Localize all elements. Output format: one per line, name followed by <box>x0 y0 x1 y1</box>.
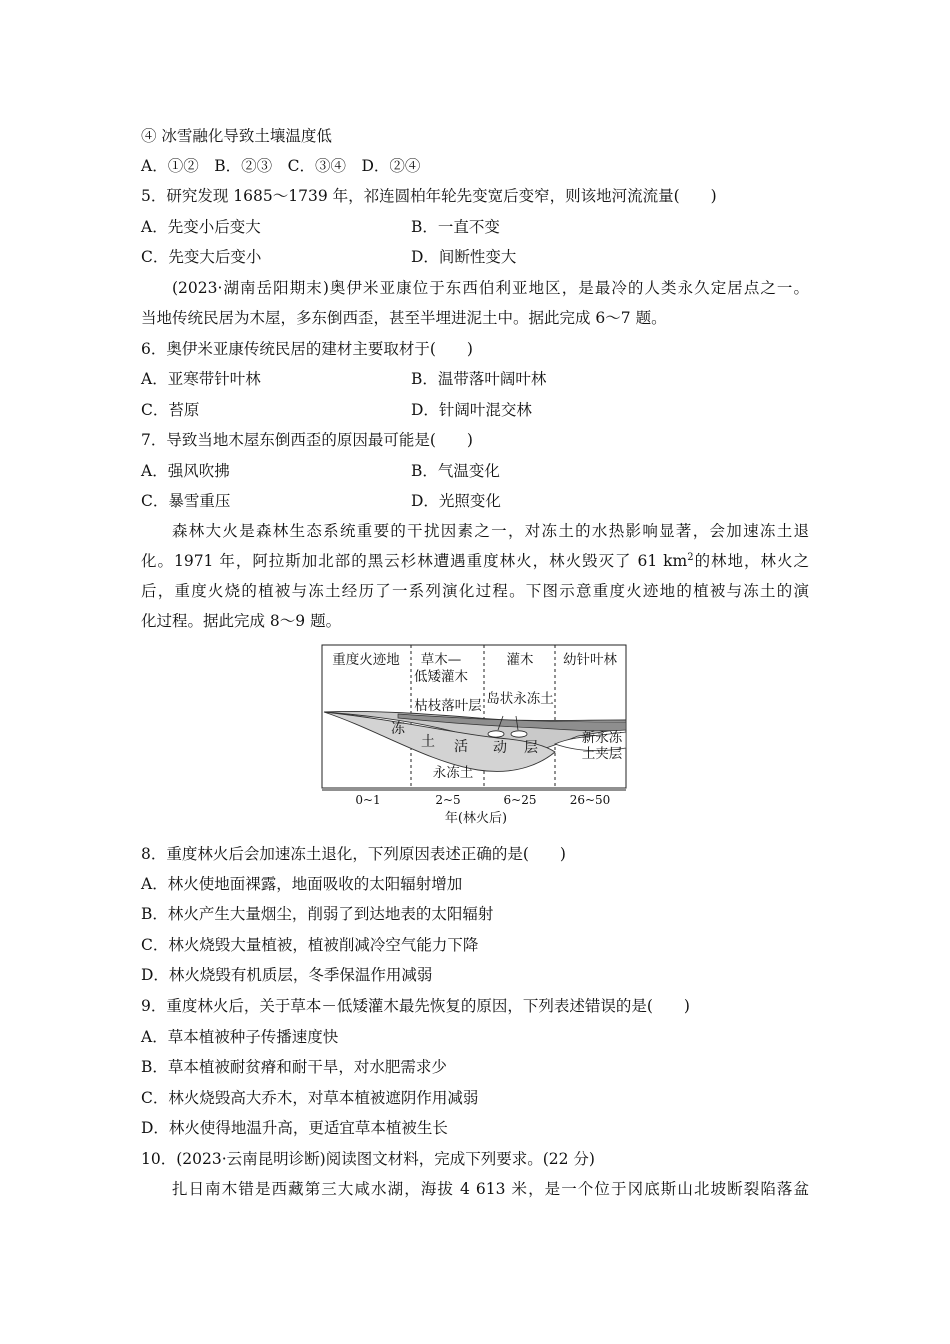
q8-option-d: D．林火烧毁有机质层，冬季保温作用减弱 <box>141 966 433 984</box>
q10-text: 扎日南木错是西藏第三大咸水湖，海拔 4 613 米，是一个位于冈底斯山北坡断裂陷落盆 <box>172 1180 809 1198</box>
stage-label-2a: 草木— <box>420 652 462 668</box>
q6-option-a: A．亚寒带针叶林 <box>141 370 261 388</box>
q6-option-b: B．温带落叶阔叶林 <box>411 370 547 388</box>
island-permafrost-2 <box>511 731 527 737</box>
x-tick-2: 2~5 <box>435 793 461 807</box>
intro-8-9-line-4: 化过程。据此完成 8～9 题。 <box>141 612 342 630</box>
stage-label-4: 幼针叶林 <box>563 652 617 668</box>
intro-8-9-line-1: 森林大火是森林生态系统重要的干扰因素之一，对冻土的水热影响显著，会加速冻土退 <box>172 522 809 540</box>
q9-stem: 9．重度林火后，关于草本－低矮灌木最先恢复的原因，下列表述错误的是( ) <box>141 997 690 1015</box>
active-label-3: 活 <box>454 739 468 755</box>
new-permafrost-label-1: 新永冻 <box>581 730 623 746</box>
q7-option-c: C．暴雪重压 <box>141 492 231 510</box>
q6-option-c: C．苔原 <box>141 401 200 419</box>
q9-option-c: C．林火烧毁高大乔木，对草本植被遮阴作用减弱 <box>141 1089 479 1107</box>
stage-label-3: 灌木 <box>506 652 534 668</box>
intro-6-7-line-1: (2023·湖南岳阳期末)奥伊米亚康位于东西伯利亚地区，是最冷的人类永久定居点之一。 <box>172 279 809 297</box>
q10-stem: 10．(2023·云南昆明诊断)阅读图文材料，完成下列要求。(22 分) <box>141 1150 595 1168</box>
q7-option-d: D．光照变化 <box>411 492 501 510</box>
q5-stem: 5．研究发现 1685～1739 年，祁连圆柏年轮先变宽后变窄，则该地河流流量( ) <box>141 187 717 205</box>
stage-label-1: 重度火迹地 <box>332 652 400 668</box>
active-label-1: 冻 <box>391 721 405 737</box>
q9-option-d: D．林火使得地温升高，更适宜草本植被生长 <box>141 1119 448 1137</box>
q9-option-a: A．草本植被种子传播速度快 <box>141 1028 339 1046</box>
active-label-2: 土 <box>421 734 435 750</box>
active-label-4: 动 <box>493 740 507 756</box>
permafrost-label: 永冻土 <box>432 765 474 781</box>
litter-label: 枯枝落叶层 <box>414 698 482 714</box>
intro-8-9-line-3: 后，重度火烧的植被与冻土经历了一系列演化过程。下图示意重度火迹地的植被与冻土的演 <box>141 582 809 600</box>
q5-option-d: D．间断性变大 <box>411 248 517 266</box>
intro-8-9-line-2: 化。1971 年，阿拉斯加北部的黑云杉林遭遇重度林火，林火毁灭了 61 $km^2$的林地，林火之 <box>141 551 809 570</box>
x-tick-1: 0~1 <box>355 793 381 807</box>
q7-option-b: B．气温变化 <box>411 462 500 480</box>
q8-option-c: C．林火烧毁大量植被，植被削减冷空气能力下降 <box>141 936 479 954</box>
q4-choices: A．①② B．②③ C．③④ D．②④ <box>141 157 421 175</box>
q4-option-4: ④ 冰雪融化导致土壤温度低 <box>141 127 332 145</box>
q7-option-a: A．强风吹拂 <box>141 462 230 480</box>
intro-6-7-line-2: 当地传统民居为木屋，多东倒西歪，甚至半埋进泥土中。据此完成 6～7 题。 <box>141 309 667 327</box>
q9-option-b: B．草本植被耐贫瘠和耐干旱，对水肥需求少 <box>141 1058 447 1076</box>
q8-option-a: A．林火使地面裸露，地面吸收的太阳辐射增加 <box>141 875 463 893</box>
q7-stem: 7．导致当地木屋东倒西歪的原因最可能是( ) <box>141 431 473 449</box>
x-tick-3: 6~25 <box>503 793 537 807</box>
q5-option-c: C．先变大后变小 <box>141 248 262 266</box>
active-label-5: 层 <box>524 740 538 756</box>
q5-option-a: A．先变小后变大 <box>141 218 261 236</box>
x-tick-4: 26~50 <box>569 793 611 807</box>
q8-stem: 8．重度林火后会加速冻土退化，下列原因表述正确的是( ) <box>141 845 566 863</box>
x-axis-label: 年(林火后) <box>444 811 508 826</box>
permafrost-evolution-diagram <box>318 644 634 834</box>
q5-option-b: B．一直不变 <box>411 218 500 236</box>
q6-option-d: D．针阔叶混交林 <box>411 401 532 419</box>
q6-stem: 6．奥伊米亚康传统民居的建材主要取材于( ) <box>141 340 473 358</box>
island-permafrost-1 <box>488 731 504 737</box>
island-permafrost-label: 岛状永冻土 <box>486 691 554 707</box>
stage-label-2b: 低矮灌木 <box>414 669 468 685</box>
q8-option-b: B．林火产生大量烟尘，削弱了到达地表的太阳辐射 <box>141 905 494 923</box>
new-permafrost-label-2: 土夹层 <box>581 746 623 762</box>
